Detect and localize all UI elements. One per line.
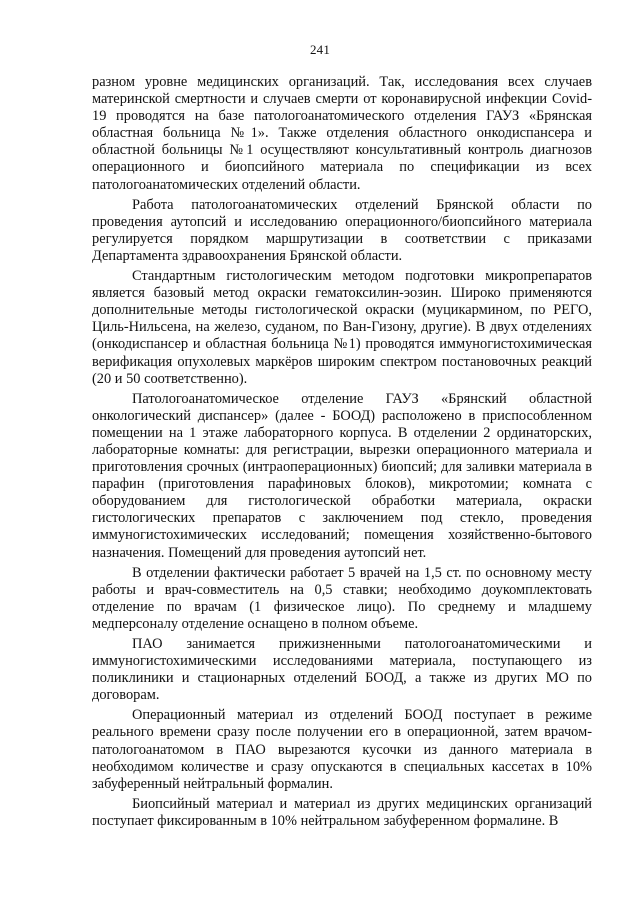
paragraph-continuation: разном уровне медицинских организаций. Так, исследования всех случаев материнской смертности и случаев смерти от коронавирусной инфекции Covid-19 проводятся на базе патологоанатомического отделения ГАУЗ «Брянская областная больница №1». Также отделения областного онкодиспансера и областной больницы №1 осуществляют консультативный контроль диагнозов операционного и биопсийного материала по спецификации из всех патологоанатомических отделений области. xyxy=(92,74,592,193)
document-body xyxy=(92,74,592,830)
paragraph-staining-methods: Стандартным гистологическим методом подготовки микропрепаратов является базовый метод окраски гематоксилин-эозин. Широко применяются дополнительные методы гистологической окраски (муцикармином, по РЕГО, Циль-Нильсена, на железо, суданом, по Ван-Гизону, другие). В двух отделениях (онкодиспансер и областная больница №1) проводятся иммуногистохимическая верификация опухолевых маркёров широким спектром постановочных реакций (20 и 50 соответственно). xyxy=(92,268,592,387)
paragraph-staffing: В отделении фактически работает 5 врачей на 1,5 ст. по основному месту работы и врач-совместитель на 0,5 ставки; необходимо доукомплектовать отделение по врачам (1 физическое лицо). По среднему и младшему медперсоналу отделение оснащено в полном объеме. xyxy=(92,564,592,632)
paragraph-operational-material: Операционный материал из отделений БООД поступает в режиме реального времени сразу после получении его в операционной, затем врачом-патологоанатомом в ПАО вырезаются кусочки из данного материала в необходимом количестве и сразу опускаются в специальных кассетах в 10% забуференный нейтральный формалин. xyxy=(92,707,592,792)
paragraph-biopsy-material: Биопсийный материал и материал из других медицинских организаций поступает фиксированным в 10% нейтральном забуференном формалине. В xyxy=(92,795,592,829)
paragraph-department-premises: Патологоанатомическое отделение ГАУЗ «Брянский областной онкологический диспансер» (далее - БООД) расположено в приспособленном помещении на 1 этаже лабораторного корпуса. В отделении 2 ординаторских, лабораторные комнаты: для регистрации, вырезки операционного материала и приготовления срочных (интраоперационных) биопсий; для заливки материала в парафин (приготовления парафиновых блоков), микротомии; комната с оборудованием для гистологической обработки материала, окраски гистологических препаратов с заключением под стекло, проведения иммуногистохимических исследований; помещения хозяйственно-бытового назначения. Помещений для проведения аутопсий нет. xyxy=(92,390,592,561)
paragraph-routing: Работа патологоанатомических отделений Брянской области по проведения аутопсий и исследованию операционного/биопсийного материала регулируется порядком маршрутизации в соответствии с приказами Департамента здравоохранения Брянской области. xyxy=(92,196,592,264)
page-number: 241 xyxy=(309,42,331,57)
paragraph-pao-scope: ПАО занимается прижизненными патологоанатомическими и иммуногистохимическими исследованиями материала, поступающего из поликлиники и стационарных отделений БООД, а также из других МО по договорам. xyxy=(92,636,592,704)
